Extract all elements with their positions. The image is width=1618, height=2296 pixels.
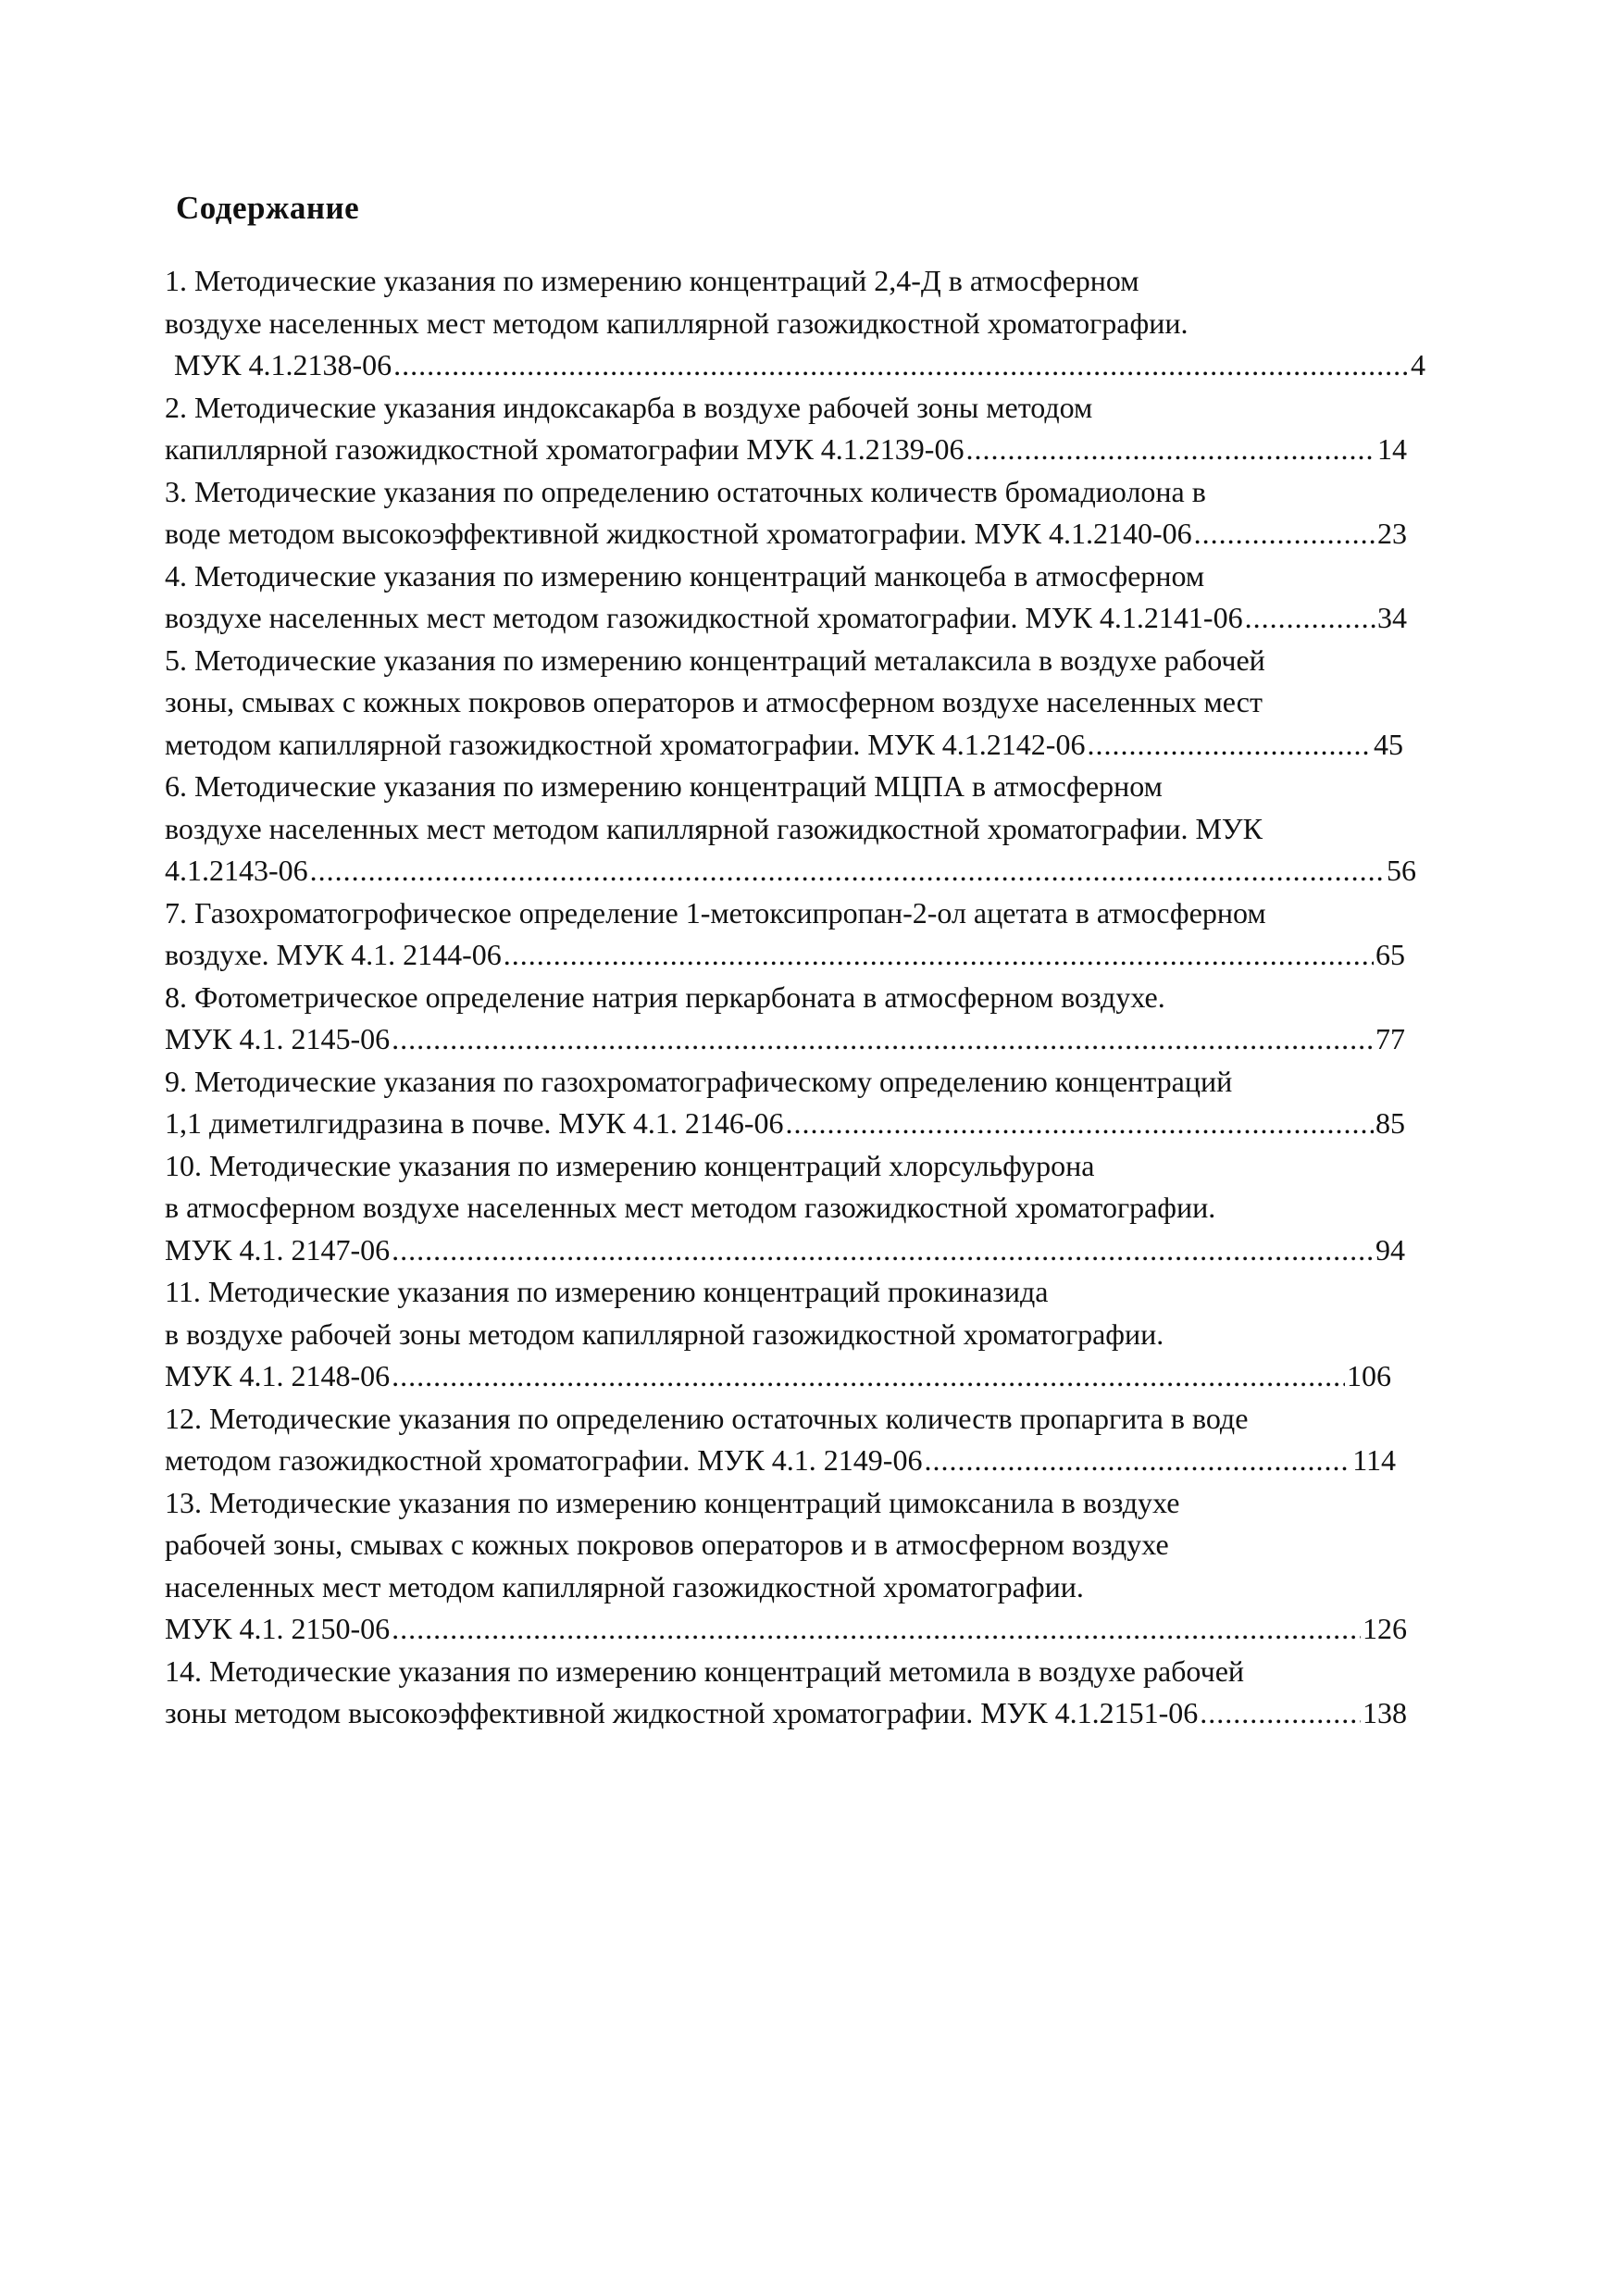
- toc-page-number: 34: [1377, 601, 1407, 634]
- toc-page-number: 14: [1377, 432, 1407, 466]
- toc-entry-text: 4. Методические указания по измерению концентраций манкоцеба в атмосферном: [165, 558, 1205, 593]
- toc-entry: [165, 766, 1442, 892]
- toc-entry-text: 8. Фотометрическое определение натрия перкарбоната в атмосферном воздухе.: [165, 980, 1165, 1014]
- toc-page-number: 77: [1375, 1022, 1405, 1055]
- toc-entry-reference: воздухе населенных мест методом газожидкостной хроматографии. МУК 4.1.2141-06: [165, 601, 1243, 634]
- toc-entry-last-line: [165, 344, 1425, 387]
- toc-entry: [165, 387, 1442, 471]
- toc-entry-text: 11. Методические указания по измерению концентраций прокиназида: [165, 1275, 1049, 1308]
- toc-entry-reference: методом газожидкостной хроматографии. МУК 4.1. 2149-06: [165, 1443, 923, 1477]
- toc-entry-last-line: [165, 1355, 1391, 1398]
- toc-entry-last-line: [165, 429, 1407, 471]
- toc-entry: [165, 977, 1442, 1061]
- toc-entry-text: 14. Методические указания по измерению концентраций метомила в воздухе рабочей: [165, 1653, 1245, 1688]
- toc-entry-reference: 4.1.2143-06: [165, 854, 308, 887]
- toc-entry-text: в атмосферном воздухе населенных мест методом газожидкостной хроматографии.: [165, 1191, 1216, 1224]
- toc-entry-reference: МУК 4.1. 2148-06: [165, 1359, 391, 1392]
- toc-page-number: 94: [1375, 1232, 1405, 1267]
- toc-entry-text: 9. Методические указания по газохроматографическому определению концентраций: [165, 1064, 1233, 1098]
- toc-entry-reference: капиллярной газожидкостной хроматографии МУК 4.1.2139-06: [165, 432, 965, 466]
- toc-entry-text: 5. Методические указания по измерению концентраций металаксила в воздухе рабочей: [165, 643, 1265, 677]
- toc-entry-last-line: [165, 934, 1405, 977]
- leader-dots: [392, 1355, 1345, 1398]
- toc-page-number: 106: [1347, 1359, 1391, 1392]
- toc-entry-reference: МУК 4.1. 2147-06: [165, 1232, 391, 1267]
- toc-page-number: 85: [1375, 1106, 1405, 1140]
- toc-entry-text: 7. Газохроматогрофическое определение 1-метоксипропан-2-ол ацетата в атмосферном: [165, 895, 1266, 930]
- toc-page-number: 4: [1411, 348, 1425, 381]
- toc-page-number: 56: [1387, 854, 1416, 887]
- toc-entry-text: 6. Методические указания по измерению концентраций МЦПА в атмосферном: [165, 769, 1163, 803]
- leader-dots: [1194, 513, 1375, 555]
- toc-entry-reference: МУК 4.1. 2145-06: [165, 1022, 391, 1055]
- leader-dots: [1087, 724, 1372, 767]
- toc-entry-text: 12. Методические указания по определению остаточных количеств пропаргита в воде: [165, 1401, 1249, 1435]
- leader-dots: [924, 1440, 1350, 1482]
- toc-entry-text: рабочей зоны, смывах с кожных покровов операторов и в атмосферном воздухе: [165, 1528, 1169, 1561]
- toc-entry-reference: зоны методом высокоэффективной жидкостной хроматографии. МУК 4.1.2151-06: [165, 1696, 1199, 1729]
- toc-entry-last-line: [165, 1229, 1405, 1272]
- toc-entry-last-line: [165, 1608, 1407, 1651]
- leader-dots: [392, 1608, 1361, 1651]
- toc-page-number: 65: [1375, 938, 1405, 971]
- toc-entry-last-line: [165, 1103, 1405, 1145]
- toc-page-number: 114: [1352, 1443, 1396, 1477]
- leader-dots: [1245, 597, 1375, 640]
- toc-page-number: 126: [1363, 1612, 1407, 1645]
- toc-entry-text: 2. Методические указания индоксакарба в воздухе рабочей зоны методом: [165, 390, 1093, 424]
- toc-entry: [165, 1271, 1442, 1398]
- toc-page-number: 45: [1374, 727, 1403, 761]
- leader-dots: [392, 1229, 1374, 1272]
- toc-entry-text: 10. Методические указания по измерению концентраций хлорсульфурона: [165, 1148, 1095, 1182]
- toc-entry: [165, 892, 1442, 977]
- toc-entry-text: зоны, смывах с кожных покровов операторов и атмосферном воздухе населенных мест: [165, 685, 1263, 718]
- toc-entry-last-line: [165, 597, 1407, 640]
- toc-entry-reference: МУК 4.1. 2150-06: [165, 1612, 391, 1645]
- toc-entry-reference: МУК 4.1.2138-06: [174, 348, 392, 381]
- toc-entry-reference: воздухе. МУК 4.1. 2144-06: [165, 938, 502, 971]
- toc-entry-last-line: [165, 1692, 1407, 1735]
- toc-entry: [165, 260, 1442, 387]
- toc-entry: [165, 555, 1442, 640]
- toc-entry-last-line: [165, 1018, 1405, 1061]
- toc-page-number: 138: [1363, 1696, 1407, 1729]
- toc-entry: [165, 471, 1442, 555]
- toc-entry-text: воздухе населенных мест методом капиллярной газожидкостной хроматографии.: [165, 306, 1189, 340]
- toc-entry-text: 3. Методические указания по определению остаточных количеств бромадиолона в: [165, 474, 1206, 508]
- toc-entry-text: 1. Методические указания по измерению концентраций 2,4-Д в атмосферном: [165, 264, 1139, 297]
- toc-page-number: 23: [1377, 517, 1407, 550]
- toc-entry-reference: методом капиллярной газожидкостной хроматографии. МУК 4.1.2142-06: [165, 727, 1086, 761]
- toc-entry: [165, 1398, 1442, 1482]
- toc-entry-last-line: [165, 513, 1407, 555]
- toc-entry-last-line: [165, 724, 1403, 767]
- toc-entry-reference: воде методом высокоэффективной жидкостной хроматографии. МУК 4.1.2140-06: [165, 517, 1192, 550]
- toc-entry: [165, 640, 1442, 767]
- leader-dots: [392, 1018, 1374, 1061]
- toc-entry-last-line: [165, 850, 1416, 892]
- toc-entry-text: в воздухе рабочей зоны методом капиллярной газожидкостной хроматографии.: [165, 1316, 1164, 1351]
- toc-entry: [165, 1145, 1442, 1272]
- leader-dots: [504, 934, 1374, 977]
- leader-dots: [965, 429, 1375, 471]
- toc-entry: [165, 1482, 1442, 1651]
- toc-entry-last-line: [165, 1440, 1396, 1482]
- toc-entry: [165, 1061, 1442, 1145]
- toc-heading: Содержание: [176, 190, 360, 226]
- leader-dots: [786, 1103, 1375, 1145]
- leader-dots: [1200, 1692, 1361, 1735]
- leader-dots: [310, 850, 1385, 892]
- toc-entry-reference: 1,1 диметилгидразина в почве. МУК 4.1. 2146-06: [165, 1106, 784, 1140]
- toc-entry-text: 13. Методические указания по измерению концентраций цимоксанила в воздухе: [165, 1485, 1180, 1519]
- toc-entry-text: населенных мест методом капиллярной газожидкостной хроматографии.: [165, 1569, 1084, 1603]
- leader-dots: [393, 344, 1409, 387]
- table-of-contents: [165, 260, 1442, 1735]
- toc-entry: [165, 1651, 1442, 1735]
- toc-entry-text: воздухе населенных мест методом капиллярной газожидкостной хроматографии. МУК: [165, 811, 1263, 845]
